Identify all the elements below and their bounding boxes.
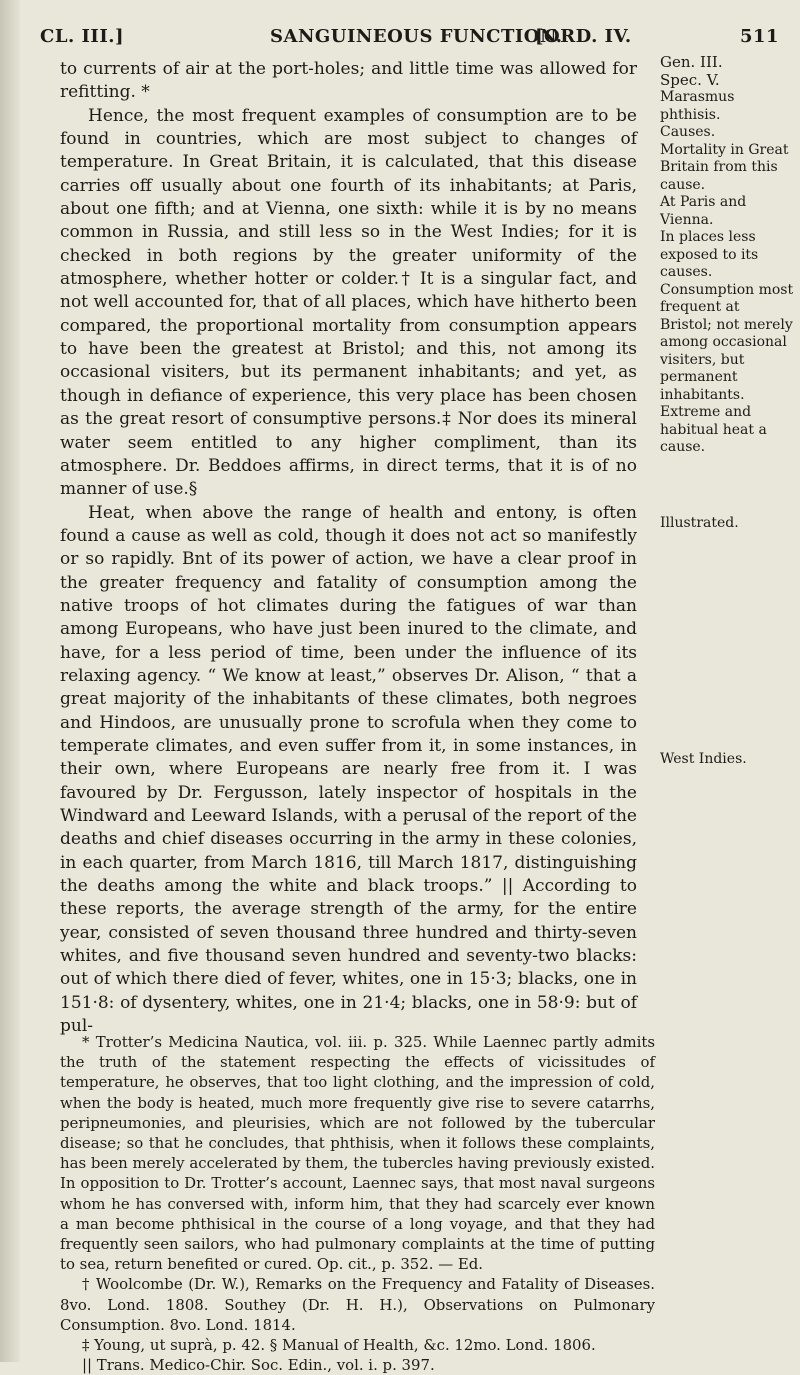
main-text: [60, 58, 637, 1038]
margin-causes: Causes.: [660, 124, 716, 140]
margin-topic-sub: phthisis.: [660, 106, 721, 123]
margin-heat: Extreme and habitual heat a cause.: [660, 404, 767, 455]
margin-bristol: Consumption most frequent at Bristol; not merely among occasional visiters, but permanent inhabitants.: [660, 281, 794, 403]
paragraph-heat-cause: Heat, when above the range of health and entony, is often found a cause as well as cold, though it does not act so manifestly or so rapidly. Bnt of its power of action, we have a clear proof in the greater frequency and fatality of consumption among the native troops of hot climates during the fatigues of war than among Europeans, who have just been inured to the climate, and have, for a less period of time, been under the influence of its relaxing agency. “ We know at least,” observes Dr. Alison, “ that a great majority of the inhabitants of these climates, both negroes and Hindoos, are unusually prone to scrofula when they come to temperate climates, and even suffer from it, in some instances, in their own, where Europeans are nearly free from it. I was favoured by Dr. Fergusson, lately inspector of hospitals in the Windward and Leeward Islands, with a perusal of the report of the deaths and chief diseases occurring in the army in these colonies, in each quarter, from March 1816, till March 1817, distinguishing the deaths among the white and black troops.” || According to these reports, the average strength of the army, for the entire year, consisted of seven thousand three hundred and thirty-seven whites, and five thousand seven hundred and seventy-two blacks: out of which there died of fever, whites, one in 15·3; blacks, one in 151·8: of dysentery, whites, one in 21·4; blacks, one in 58·9: but of pul-: [60, 502, 637, 1037]
margin-places: In places less exposed to its causes.: [660, 229, 759, 280]
footnote-trans: || Trans. Medico-Chir. Soc. Edin., vol. i. p. 397.: [82, 1356, 435, 1375]
footnote-woolcombe: † Woolcombe (Dr. W.), Remarks on the Frequency and Fatality of Diseases. 8vo. Lond. 1808. Southey (Dr. H. H.), Observations on Pulmonary Consumption. 8vo. Lond. 1814.: [60, 1275, 655, 1334]
header-order: [ORD. IV.: [535, 26, 632, 47]
paragraph-continuation: to currents of air at the port-holes; and little time was allowed for refitting. *: [60, 59, 637, 103]
margin-west-indies: West Indies.: [660, 751, 747, 767]
footnote-young-manual: ‡ Young, ut suprà, p. 42. § Manual of Health, &c. 12mo. Lond. 1806.: [82, 1336, 596, 1355]
page-number: 511: [740, 26, 780, 47]
header-title: SANGUINEOUS FUNCTION.: [270, 26, 563, 47]
page-edge: [0, 0, 20, 1362]
footnote-trotter: * Trotter’s Medicina Nautica, vol. iii. p. 325. While Laennec partly admits the truth of the statement respecting the effects of vicissitudes of temperature, he observes, that too light clothing, and the impression of cold, when the body is heated, much more frequently give rise to severe catarrhs, peripneumonies, and pleurisies, which are not followed by the tubercular disease; so that he concludes, that phthisis, when it follows these complaints, has been merely accelerated by them, the tubercles having previously existed. In opposition to Dr. Trotter’s account, Laennec says, that most naval surgeons whom he has conversed with, inform him, that they had scarcely ever known a man become phthisical in the course of a long voyage, and that they had frequently seen sailors, who had pulmonary complaints at the time of putting to sea, return benefited or cured. Op. cit., p. 352. — Ed.: [60, 1033, 655, 1274]
margin-notes-top: [660, 54, 795, 457]
margin-illustrated: Illustrated.: [660, 515, 739, 531]
paragraph-consumption-climates: Hence, the most frequent examples of consumption are to be found in countries, which are most subject to changes of temperature. In Great Britain, it is calculated, that this disease carries off usually about one fourth of its inhabitants; at Paris, about one fifth; and at Vienna, one sixth: while it is by no means common in Russia, and still less so in the West Indies; for it is checked in both regions by the greater uniformity of the atmosphere, whether hotter or colder.† It is a singular fact, and not well accounted for, that of all places, which have hitherto been compared, the proportional mortality from consumption appears to have been the greatest at Bristol; and this, not among its occasional visiters, but its permanent inhabitants; and yet, as though in defiance of experience, this very place has been chosen as the great resort of consumptive persons.‡ Nor does its mineral water seem entitled to any higher compliment, than its atmosphere. Dr. Beddoes affirms, in direct terms, that it is of no manner of use.§: [60, 105, 637, 500]
footnotes: [60, 1032, 655, 1375]
margin-topic: Marasmus: [660, 89, 735, 105]
margin-genus: Gen. III.: [660, 53, 723, 71]
margin-paris: At Paris and Vienna.: [660, 194, 747, 228]
margin-mortality: Mortality in Great Britain from this cause.: [660, 141, 789, 193]
margin-species: Spec. V.: [660, 70, 720, 89]
running-header: [40, 22, 782, 52]
header-chapter: CL. III.]: [40, 26, 125, 47]
